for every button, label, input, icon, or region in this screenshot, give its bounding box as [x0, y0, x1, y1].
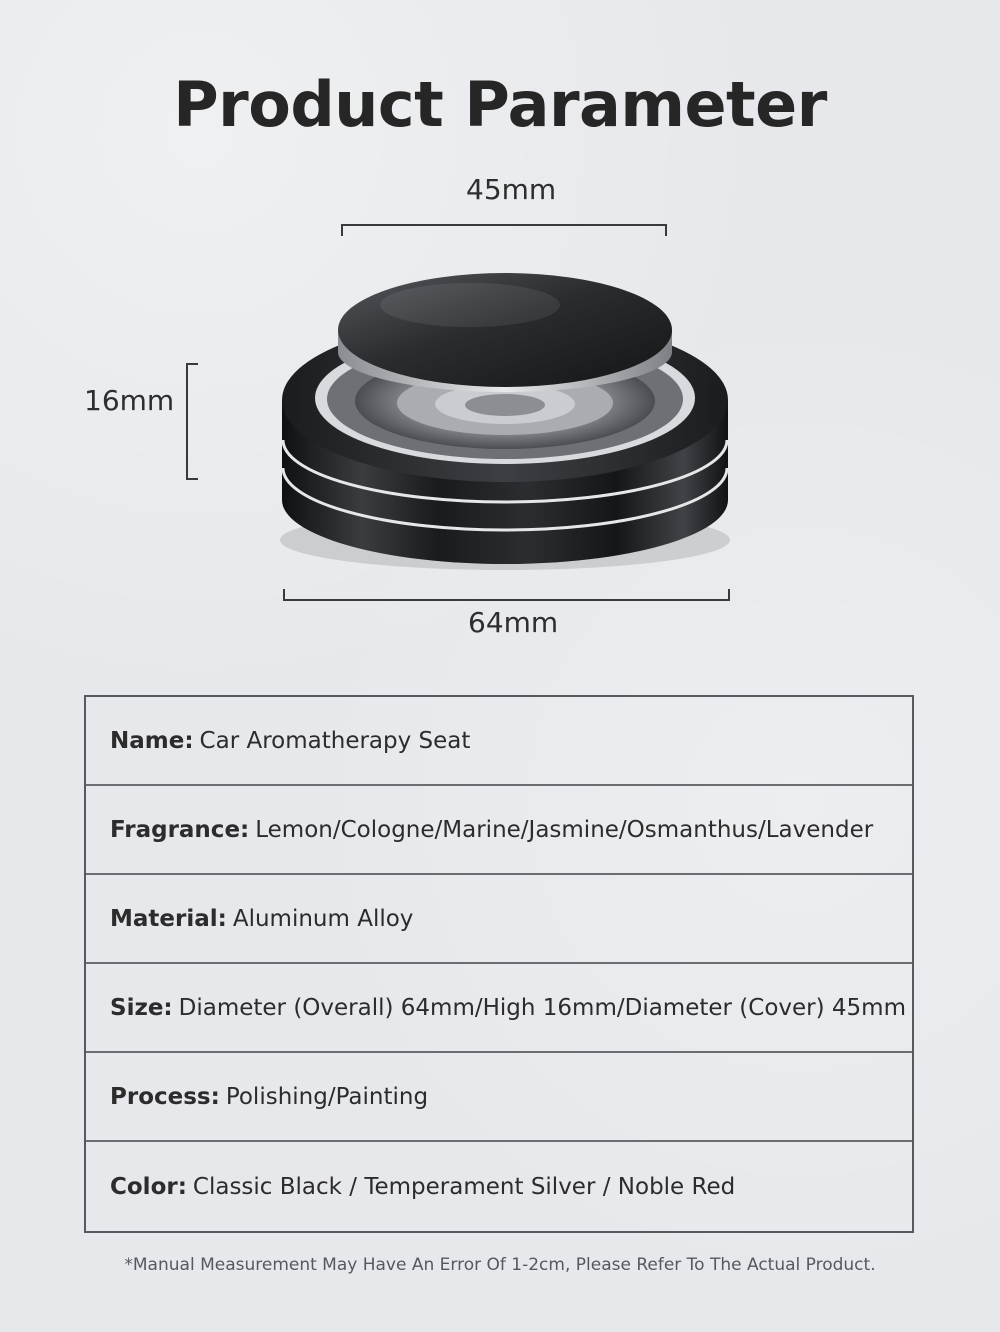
- overall-diameter-label: 64mm: [468, 606, 559, 639]
- spec-value: Diameter (Overall) 64mm/High 16mm/Diameter (Cover) 45mm: [178, 994, 906, 1021]
- spec-value: Aluminum Alloy: [232, 905, 414, 932]
- spec-key: Material:: [110, 905, 227, 932]
- cover-diameter-bracket: [342, 225, 666, 236]
- footnote: *Manual Measurement May Have An Error Of 1-2cm, Please Refer To The Actual Product.: [124, 1255, 876, 1275]
- spec-key: Size:: [110, 994, 173, 1021]
- spec-row-fragrance: [86, 786, 912, 875]
- overall-diameter-bracket: [284, 589, 729, 600]
- page-title: Product Parameter: [173, 68, 827, 141]
- spec-key: Process:: [110, 1083, 220, 1110]
- cover-diameter-label: 45mm: [466, 173, 557, 206]
- spec-value: Lemon/Cologne/Marine/Jasmine/Osmanthus/Lavender: [255, 816, 874, 843]
- spec-key: Name:: [110, 727, 194, 754]
- spec-row-process: [86, 1053, 912, 1142]
- height-bracket: [187, 364, 198, 479]
- spec-value: Car Aromatherapy Seat: [199, 727, 471, 754]
- height-label: 16mm: [84, 384, 175, 417]
- spec-row-size: [86, 964, 912, 1053]
- spec-value: Classic Black / Temperament Silver / Noble Red: [192, 1173, 736, 1200]
- spec-key: Fragrance:: [110, 816, 250, 843]
- spec-value: Polishing/Painting: [225, 1083, 429, 1110]
- spec-row-color: [86, 1142, 912, 1231]
- spec-key: Color:: [110, 1173, 187, 1200]
- product-image: [280, 273, 730, 570]
- spec-table: [84, 695, 914, 1233]
- spec-row-name: [86, 697, 912, 786]
- spec-row-material: [86, 875, 912, 964]
